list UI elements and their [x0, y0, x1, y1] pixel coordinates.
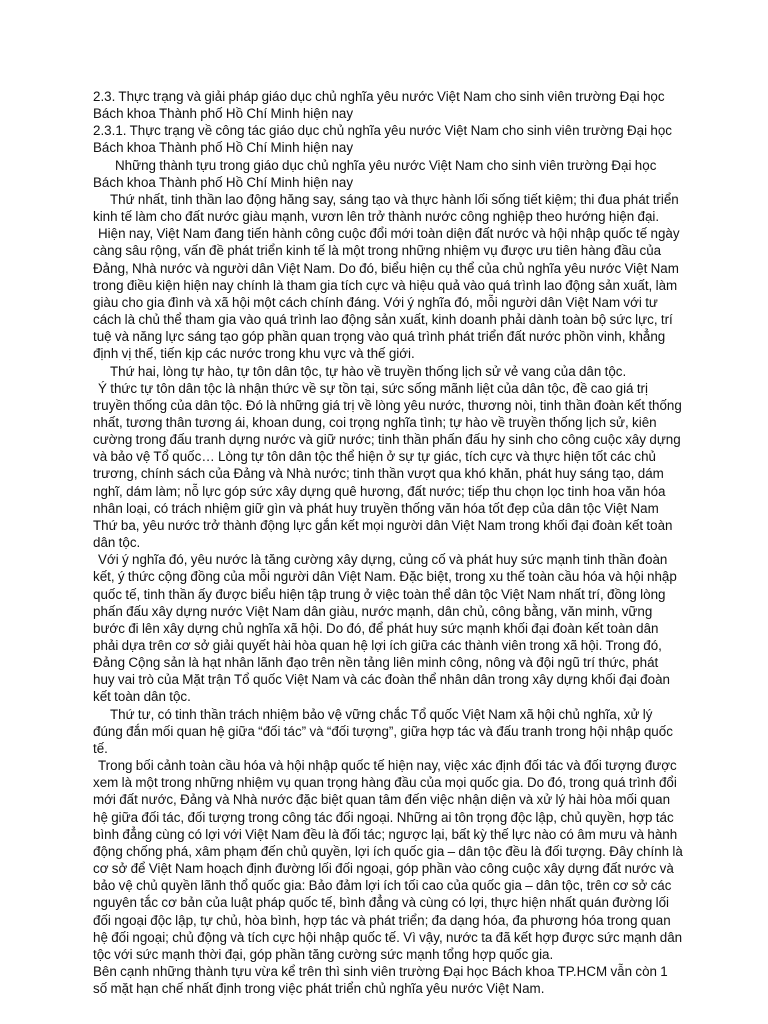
- paragraph-economy: Hiện nay, Việt Nam đang tiến hành công cuộc đổi mới toàn diện đất nước và hội nhập quốc tế ngày càng sâu rộng, vấn đề phát triển kinh tế là một trong những nhiệm vụ được ưu tiên hàng đầu của Đảng, Nhà nước và người dân Việt Nam. Do đó, biểu hiện cụ thể của chủ nghĩa yêu nước Việt Nam trong điều kiện hiện nay chính là tham gia tích cực và hiệu quả vào quá trình lao động sản xuất, làm giàu cho gia đình và xã hội một cách chính đáng. Với ý nghĩa đó, mỗi người dân Việt Nam với tư cách là chủ thể tham gia vào quá trình lao động sản xuất, kinh doanh phải dành toàn bộ sức lực, trí tuệ và năng lực sáng tạo góp phần quan trọng vào quá trình phát triển đất nước phồn vinh, khẳng định vị thế, tiến kịp các nước trong khu vực và thế giới.: [93, 226, 680, 362]
- paragraph-second: Thứ hai, lòng tự hào, tự tôn dân tộc, tự hào về truyền thống lịch sử vẻ vang của dân tộc.: [110, 363, 627, 379]
- paragraph-limitations: Bên cạnh những thành tựu vừa kể trên thì sinh viên trường Đại học Bách khoa TP.HCM vẫn còn 1 số mặt hạn chế nhất định trong việc phát triển chủ nghĩa yêu nước Việt Nam.: [93, 963, 668, 997]
- paragraph-fourth: Thứ tư, có tinh thần trách nhiệm bảo vệ vững chắc Tổ quốc Việt Nam xã hội chủ nghĩa, xử lý đúng đắn mối quan hệ giữa “đối tác” và “đối tượng”, giữa hợp tác và đấu tranh trong hội nhập quốc tế.: [93, 706, 673, 756]
- paragraph-first: Thứ nhất, tinh thần lao động hăng say, sáng tạo và thực hành lối sống tiết kiệm; thi đua phát triển kinh tế làm cho đất nước giàu mạnh, vươn lên trở thành nước công nghiệp theo hướng hiện đại.: [93, 191, 679, 225]
- paragraph-foreign-affairs: Trong bối cảnh toàn cầu hóa và hội nhập quốc tế hiện nay, việc xác định đối tác và đối tượng được xem là một trong những nhiệm vụ quan trọng hàng đầu của mọi quốc gia. Do đó, trong quá trình đổi mới đất nước, Đảng và Nhà nước đặc biệt quan tâm đến việc nhận diện và xử lý hài hòa mối quan hệ giữa đối tác, đối tượng trong công tác đối ngoại. Những ai tôn trọng độc lập, chủ quyền, hợp tác bình đẳng cùng có lợi với Việt Nam đều là đối tác; ngược lại, bất kỳ thế lực nào có âm mưu và hành động chống phá, xâm phạm đến chủ quyền, lợi ích quốc gia – dân tộc đều là đối tượng. Đây chính là cơ sở để Việt Nam hoạch định đường lối đối ngoại, góp phần vào công cuộc xây dựng đất nước và bảo vệ chủ quyền lãnh thổ quốc gia: Bảo đảm lợi ích tối cao của quốc gia – dân tộc, trên cơ sở các nguyên tắc cơ bản của luật pháp quốc tế, bình đẳng và cùng có lợi, thực hiện nhất quán đường lối đối ngoại độc lập, tự chủ, hòa bình, hợp tác và phát triển; đa dạng hóa, đa phương hóa trong quan hệ đối ngoại; chủ động và tích cực hội nhập quốc tế. Vì vậy, nước ta đã kết hợp được sức mạnh dân tộc với sức mạnh thời đại, góp phần tăng cường sức mạnh tổng hợp quốc gia.: [93, 758, 683, 962]
- paragraph-unity: Với ý nghĩa đó, yêu nước là tăng cường xây dựng, củng cố và phát huy sức mạnh tinh thần đoàn kết, ý thức cộng đồng của mỗi người dân Việt Nam. Đặc biệt, trong xu thế toàn cầu hóa và hội nhập quốc tế, tinh thần ấy được biểu hiện tập trung ở việc toàn thể dân tộc Việt Nam nhất trí, đồng lòng phấn đấu xây dựng nước Việt Nam dân giàu, nước mạnh, dân chủ, công bằng, văn minh, vững bước đi lên xây dựng chủ nghĩa xã hội. Do đó, để phát huy sức mạnh khối đại đoàn kết toàn dân phải dựa trên cơ sở giải quyết hài hòa quan hệ lợi ích giữa các thành viên trong xã hội. Trong đó, Đảng Cộng sản là hạt nhân lãnh đạo trên nền tảng liên minh công, nông và đội ngũ trí thức, phát huy vai trò của Mặt trận Tổ quốc Việt Nam và các đoàn thể nhân dân trong xây dựng khối đại đoàn kết toàn dân tộc.: [93, 552, 677, 705]
- section-heading: 2.3. Thực trạng và giải pháp giáo dục chủ nghĩa yêu nước Việt Nam cho sinh viên trường Đại học Bách khoa Thành phố Hồ Chí Minh hiện nay: [93, 89, 665, 122]
- document-page: [93, 88, 683, 997]
- paragraph-national-pride: Ý thức tự tôn dân tộc là nhận thức về sự tồn tại, sức sống mãnh liệt của dân tộc, đề cao giá trị truyền thống của dân tộc. Đó là những giá trị về lòng yêu nước, thương nòi, tinh thần đoàn kết thống nhất, tương thân tương ái, khoan dung, coi trọng nghĩa tình; tự hào về truyền thống lịch sử, kiên cường trong đấu tranh dựng nước và giữ nước; tinh thần phấn đấu hy sinh cho công cuộc xây dựng và bảo vệ Tổ quốc… Lòng tự tôn dân tộc thể hiện ở sự tự giác, tích cực và thực hiện tốt các chủ trương, chính sách của Đảng và Nhà nước; tinh thần vượt qua khó khăn, phát huy sáng tạo, dám nghĩ, dám làm; nỗ lực góp sức xây dựng quê hương, đất nước; tiếp thu chọn lọc tinh hoa văn hóa nhân loại, có trách nhiệm giữ gìn và phát huy truyền thống văn hóa tốt đẹp của dân tộc Việt Nam Thứ ba, yêu nước trở thành động lực gắn kết mọi người dân Việt Nam trong khối đại đoàn kết toàn dân tộc.: [93, 380, 682, 551]
- achievements-heading: Những thành tựu trong giáo dục chủ nghĩa yêu nước Việt Nam cho sinh viên trường Đại học Bách khoa Thành phố Hồ Chí Minh hiện nay: [93, 157, 657, 190]
- subsection-heading: 2.3.1. Thực trạng về công tác giáo dục chủ nghĩa yêu nước Việt Nam cho sinh viên trường Đại học Bách khoa Thành phố Hồ Chí Minh hiện nay: [93, 123, 673, 156]
